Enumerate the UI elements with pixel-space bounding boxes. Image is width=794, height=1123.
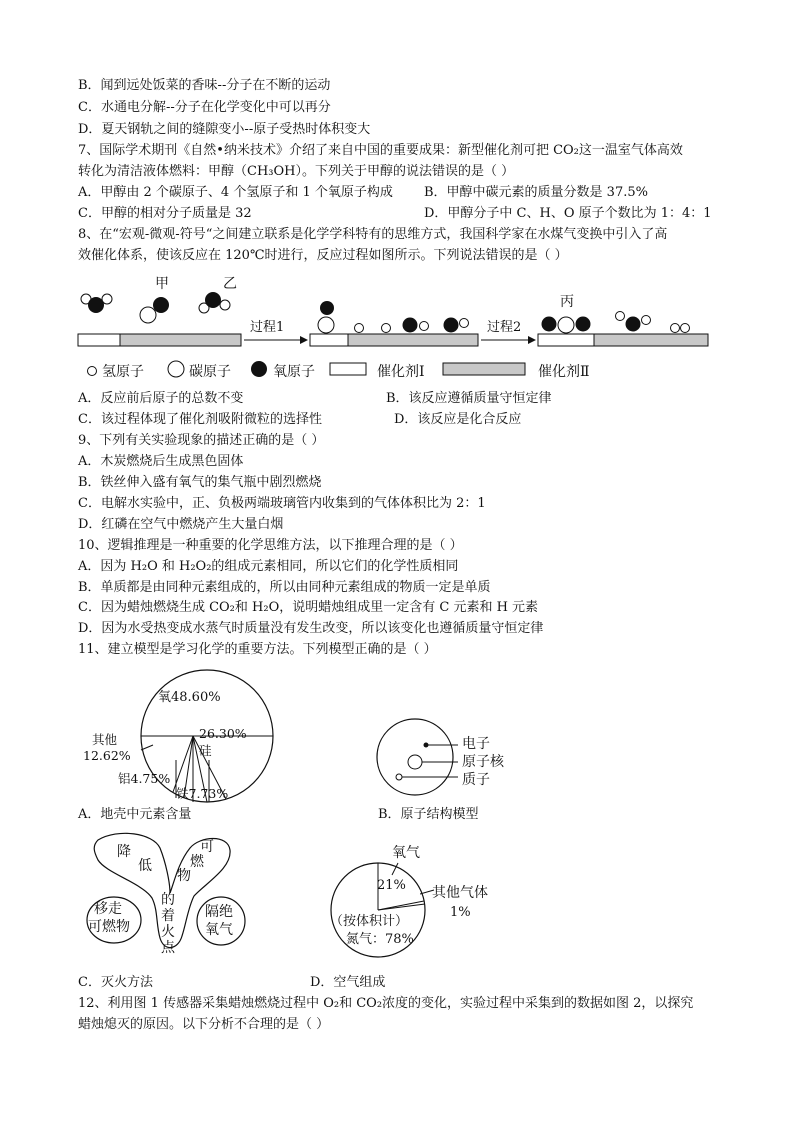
water-molecule-yi (199, 292, 230, 313)
q11-stem: 11、建立模型是学习化学的重要方法。下列模型正确的是（ ） (78, 642, 437, 657)
water-molecule (81, 294, 112, 313)
fire-de: 的 (161, 892, 175, 908)
q9-option-d: D．红磷在空气中燃烧产生大量白烟 (78, 517, 284, 532)
q8-stem-line1: 8、在“宏观-微观-符号“之间建立联系是化学学科特有的思维方式，我国科学家在水煤气变换中引入了高 (78, 227, 668, 242)
air-others-value: 1% (450, 905, 471, 920)
reaction-process-diagram (0, 268, 794, 386)
q11-option-c: C．灭火方法 (78, 975, 153, 990)
crust-silicon-value: 26.30% (199, 726, 247, 741)
fire-huo: 火 (161, 924, 175, 940)
legend-catalyst-2: 催化剂Ⅱ (538, 364, 590, 380)
q11-option-a: A．地壳中元素含量 (78, 807, 192, 822)
q9-option-c: C．电解水实验中，正、负极两端玻璃管内收集到的气体体积比为 2：1 (78, 496, 486, 511)
legend-catalyst-1: 催化剂Ⅰ (377, 364, 425, 380)
q7-option-d: D．甲醇分子中 C、H、O 原子个数比为 1：4：1 (424, 206, 712, 221)
fire-remove-2: 可燃物 (88, 919, 130, 935)
air-composition-pie (320, 855, 440, 970)
fire-combustible-2: 燃 (190, 854, 204, 870)
q9-option-b: B．铁丝伸入盛有氧气的集气瓶中剧烈燃烧 (78, 475, 322, 490)
q7-option-b: B．甲醇中碳元素的质量分数是 37.5% (424, 185, 648, 200)
crust-other-label: 其他 (92, 732, 118, 747)
q9-stem: 9、下列有关实验现象的描述正确的是（ ） (78, 433, 325, 448)
air-nitrogen-label: 氮气：78% (346, 932, 414, 947)
q7-stem-line2: 转化为清洁液体燃料：甲醇（CH₃OH）。下列关于甲醇的说法错误的是（ ） (78, 164, 515, 179)
q8-option-d: D．该反应是化合反应 (394, 412, 522, 427)
air-others-leader (420, 888, 440, 898)
fire-remove-1: 移走 (94, 901, 122, 917)
statement-c: C．水通电分解--分子在化学变化中可以再分 (78, 100, 331, 115)
q12-stem-line1: 12、利用图 1 传感器采集蜡烛燃烧过程中 O₂和 CO₂浓度的变化，实验过程中采集到的数据如图 2，以探究 (78, 996, 694, 1011)
water-on-catalyst (616, 312, 651, 332)
adsorbed-oh (403, 318, 429, 333)
fire-isolate-2: 氧气 (205, 922, 233, 938)
fire-dian: 点 (161, 940, 175, 956)
fire-lower-2: 低 (138, 858, 152, 874)
q8-option-c: C．该过程体现了催化剂吸附微粒的选择性 (78, 412, 322, 427)
adsorbed-oh-2 (444, 318, 469, 333)
atom-electron-label: 电子 (462, 736, 490, 752)
fire-combustible-3: 物 (177, 868, 191, 884)
arrow-step2-label: 过程2 (487, 320, 522, 335)
atom-proton-label: 质子 (462, 772, 490, 788)
q8-stem-line2: 效催化体系，使该反应在 120℃时进行，反应过程如图所示。下列说法错误的是（ ） (78, 248, 568, 263)
q7-option-c: C．甲醇的相对分子质量是 32 (78, 206, 252, 221)
crust-aluminum-label: 铝4.75% (118, 771, 171, 786)
catalyst-2-bar (120, 334, 241, 346)
q8-option-a: A．反应前后原子的总数不变 (78, 391, 244, 406)
statement-d: D．夏天钢轨之间的缝隙变小--原子受热时体积变大 (78, 122, 371, 137)
statement-b: B．闻到远处饭菜的香味--分子在不断的运动 (78, 78, 331, 93)
fire-lower-1: 降 (117, 844, 131, 860)
adsorbed-co (318, 301, 334, 333)
q9-option-a: A．木炭燃烧后生成黑色固体 (78, 454, 244, 469)
q11-option-b: B．原子结构模型 (378, 807, 479, 822)
q10-option-b: B．单质都是由同种元素组成的，所以由同种元素组成的物质一定是单质 (78, 580, 491, 595)
q11-option-d: D．空气组成 (310, 975, 386, 990)
co2-on-catalyst (542, 317, 591, 334)
q7-stem-line1: 7、国际学术期刊《自然•纳米技术》介绍了来自中国的重要成果：新型催化剂可把 CO₂这一温室气体高效 (78, 143, 683, 158)
legend-hydrogen: 氢原子 (102, 364, 144, 380)
q10-option-d: D．因为水受热变成水蒸气时质量没有发生改变，所以该变化也遵循质量守恒定律 (78, 621, 544, 636)
arrow-step1-label: 过程1 (250, 320, 285, 335)
air-oxygen-label: 氧气 (392, 845, 420, 861)
q8-option-b: B．该反应遵循质量守恒定律 (386, 391, 552, 406)
crust-silicon-label: 硅 (199, 743, 212, 758)
crust-iron-label: 铁7.73% (176, 786, 229, 801)
air-oxygen-value: 21% (377, 878, 406, 893)
q10-stem: 10、逻辑推理是一种重要的化学思维方法，以下推理合理的是（ ） (78, 538, 463, 553)
air-others-label: 其他气体 (432, 885, 488, 901)
q10-option-a: A．因为 H₂O 和 H₂O₂的组成元素相同，所以它们的化学性质相同 (78, 559, 459, 574)
atom-nucleus-label: 原子核 (462, 754, 504, 770)
q12-stem-line2: 蜡烛熄灭的原因。以下分析不合理的是（ ） (78, 1017, 330, 1032)
co-molecule-jia (140, 297, 169, 323)
label-bing: 丙 (560, 294, 574, 310)
air-basis-label: （按体积计） (330, 914, 409, 929)
q10-option-c: C．因为蜡烛燃烧生成 CO₂和 H₂O，说明蜡烛组成里一定含有 C 元素和 H 元素 (78, 600, 539, 615)
catalyst-1-bar (78, 334, 120, 346)
label-yi: 乙 (223, 276, 237, 292)
crust-oxygen-label: 氧48.60% (158, 690, 221, 705)
crust-other-value: 12.62% (83, 748, 131, 763)
legend-carbon: 碳原子 (189, 364, 231, 380)
legend-oxygen: 氧原子 (273, 364, 315, 380)
label-jia: 甲 (155, 276, 169, 292)
q7-option-a: A．甲醇由 2 个碳原子、4 个氢原子和 1 个氧原子构成 (78, 185, 393, 200)
fire-isolate-1: 隔绝 (205, 904, 233, 920)
h2-molecule (671, 324, 690, 333)
fire-combustible-1: 可 (200, 839, 214, 855)
fire-zhuo: 着 (161, 908, 175, 924)
